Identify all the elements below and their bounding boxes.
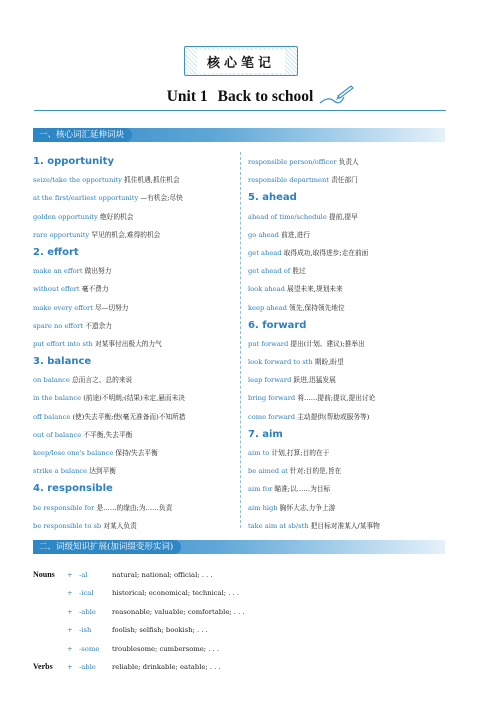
headword: 7. aim	[248, 428, 283, 440]
phrase-zh: 责任部门	[328, 176, 358, 185]
headword: 2. effort	[33, 246, 79, 258]
section-title: 二、词级知识扩展(加词缀变形实词)	[33, 540, 181, 554]
unit-label: Unit 1	[166, 88, 208, 105]
phrase-zh: (使)失去平衡;使(毫无准备而)不知所措	[70, 412, 186, 421]
phrase-zh: 负责人	[336, 158, 359, 166]
phrase-row	[33, 426, 233, 444]
examples: troublesome; cumbersome; . . .	[112, 644, 220, 653]
phrase-zh: 主动提供(帮助或服务等)	[295, 412, 370, 421]
plus-sign: +	[67, 589, 73, 598]
examples: foolish; selfish; bookish; . . .	[112, 626, 208, 635]
headword: 5. ahead	[248, 192, 297, 204]
phrase-en: make an effort	[33, 267, 83, 276]
entry-block	[33, 480, 233, 535]
examples: historical; economical; technical; . . .	[112, 589, 240, 598]
phrase-en: off balance	[33, 412, 71, 421]
phrase-zh: 针对;目的是,旨在	[287, 467, 342, 476]
entry-block	[248, 153, 448, 189]
page-title	[0, 88, 480, 106]
phrase-row	[248, 389, 448, 407]
phrase-en: keep/lose one's balance	[33, 449, 114, 457]
phrase-en: aim for	[248, 485, 273, 494]
entry-block	[33, 353, 233, 480]
suffix: -some	[79, 644, 100, 653]
phrase-zh: (前途)不明朗;(结果)未定,悬而未决	[81, 394, 185, 403]
phrase-row	[33, 517, 233, 535]
pen-icon	[318, 84, 354, 106]
phrase-en: be aimed at	[248, 467, 288, 476]
phrase-row	[248, 517, 448, 535]
phrase-en: keep ahead	[248, 303, 287, 312]
plus-sign: +	[67, 644, 73, 653]
phrase-en: make every effort	[33, 303, 93, 312]
phrase-en: spare no effort	[33, 321, 84, 330]
entry-block	[248, 189, 448, 316]
phrase-en: leap forward	[248, 376, 292, 385]
phrase-zh: 展望未来,规划未来	[284, 285, 343, 294]
extension-row	[33, 658, 453, 676]
phrase-en: get ahead of	[248, 267, 291, 276]
phrase-row	[33, 280, 233, 298]
suffix: -al	[79, 571, 88, 579]
entry-block	[33, 244, 233, 353]
phrase-en: responsible department	[248, 176, 329, 185]
entry-block	[248, 317, 448, 426]
header-banner	[184, 46, 298, 76]
phrase-row	[33, 444, 233, 462]
phrase-row	[248, 171, 448, 189]
phrase-zh: 尽—切努力	[92, 303, 129, 312]
phrase-zh: 胸怀大志,力争上游	[277, 503, 336, 512]
phrase-en: put forward	[248, 339, 289, 348]
word-class-label: Nouns	[33, 570, 55, 579]
phrase-en: golden opportunity	[33, 212, 98, 221]
phrase-zh: 保持/失去平衡	[113, 449, 158, 457]
phrase-zh: —有机会;尽快	[138, 194, 183, 203]
word-extension-list	[33, 566, 453, 676]
phrase-row	[33, 208, 233, 226]
phrase-row	[33, 408, 233, 426]
phrase-row	[248, 153, 448, 171]
section-header-vocab	[33, 128, 445, 142]
plus-sign: +	[67, 626, 73, 635]
phrase-row	[248, 371, 448, 389]
phrase-zh: 绝好的机会	[97, 212, 134, 221]
section-header-extension	[33, 540, 445, 554]
phrase-row	[248, 462, 448, 480]
phrase-en: get ahead	[248, 248, 282, 257]
suffix: -able	[79, 662, 96, 671]
phrase-row	[248, 208, 448, 226]
phrase-row	[248, 408, 448, 426]
suffix: -ical	[79, 589, 94, 598]
phrase-zh: 提前,提早	[326, 212, 358, 221]
phrase-zh: 计划,打算;目的在于	[269, 449, 330, 457]
plus-sign: +	[67, 571, 73, 579]
vocab-right-column	[248, 153, 448, 535]
phrase-row	[248, 353, 448, 371]
phrase-en: ahead of time/schedule	[248, 212, 327, 221]
phrase-zh: 跃进,迅猛发展	[291, 376, 336, 385]
column-divider	[240, 152, 241, 528]
plus-sign: +	[67, 607, 73, 616]
phrase-zh: 是……的缘由;为……负责	[94, 503, 173, 512]
phrase-en: out of balance	[33, 430, 82, 439]
examples: natural; national; official; . . .	[112, 571, 213, 579]
phrase-row	[248, 226, 448, 244]
extension-row	[33, 603, 453, 621]
vocab-left-column	[33, 153, 233, 535]
phrase-en: go ahead	[248, 230, 279, 239]
phrase-zh: 不平衡,失去平衡	[81, 430, 133, 439]
unit-title-text: Back to school	[217, 88, 314, 105]
phrase-en: rare opportunity	[33, 230, 90, 239]
headword: 4. responsible	[33, 483, 113, 495]
suffix: -able	[79, 607, 96, 616]
examples: reliable; drinkable; eatable; . . .	[112, 662, 221, 671]
suffix: -ish	[79, 626, 92, 635]
headword: 3. balance	[33, 356, 92, 368]
phrase-row	[248, 499, 448, 517]
phrase-row	[33, 499, 233, 517]
phrase-en: without effort	[33, 285, 80, 294]
phrase-zh: 抓住机遇,抓住机会	[121, 176, 180, 185]
phrase-en: in the balance	[33, 394, 82, 403]
phrase-zh: 总而言之、总的来说	[69, 376, 133, 385]
phrase-row	[33, 371, 233, 389]
phrase-en: be responsible to sb	[33, 521, 102, 530]
phrase-en: come forward	[248, 412, 296, 421]
phrase-en: look forward to sth	[248, 358, 313, 367]
extension-row	[33, 640, 453, 658]
entry-block	[33, 153, 233, 244]
phrase-zh: 前进,进行	[278, 230, 310, 239]
plus-sign: +	[67, 662, 73, 671]
examples: reasonable; valuable; comfortable; . . .	[112, 607, 245, 616]
phrase-zh: 做出努力	[82, 267, 112, 276]
headword: 6. forward	[248, 319, 307, 331]
phrase-row	[248, 262, 448, 280]
phrase-row	[248, 444, 448, 462]
phrase-zh: 毫不费力	[79, 285, 109, 294]
phrase-zh: 提出(计划、建议);推举出	[288, 339, 365, 348]
phrase-row	[33, 317, 233, 335]
phrase-en: look ahead	[248, 285, 285, 294]
phrase-row	[248, 299, 448, 317]
phrase-zh: 不遗余力	[83, 321, 112, 330]
phrase-zh: 胜过	[290, 267, 306, 276]
word-class-label: Verbs	[33, 661, 53, 671]
phrase-row	[33, 262, 233, 280]
header-banner-text: 核心笔记	[197, 50, 285, 73]
phrase-row	[33, 462, 233, 480]
extension-row	[33, 621, 453, 639]
phrase-zh: 瞄准;以……为目标	[272, 485, 331, 494]
phrase-row	[33, 189, 233, 207]
phrase-en: aim high	[248, 503, 278, 512]
phrase-en: bring forward	[248, 394, 296, 403]
extension-row	[33, 584, 453, 602]
phrase-zh: 期盼,盼望	[312, 358, 344, 367]
phrase-en: seize/take the opportunity	[33, 176, 122, 185]
phrase-zh: 达到平衡	[87, 467, 116, 476]
phrase-zh: 把目标对准某人/某事物	[308, 521, 380, 530]
headword: 1. opportunity	[33, 156, 114, 167]
title-underline	[34, 110, 446, 111]
phrase-row	[33, 389, 233, 407]
phrase-en: at the first/earliest opportunity	[33, 194, 139, 203]
phrase-row	[33, 299, 233, 317]
phrase-zh: 将……提前;提议,提出讨论	[295, 394, 376, 403]
phrase-zh: 罕见的机会,难得的机会	[89, 230, 161, 239]
phrase-row	[248, 280, 448, 298]
phrase-row	[248, 244, 448, 262]
phrase-en: take aim at sb/sth	[248, 521, 309, 530]
phrase-en: be responsible for	[33, 503, 95, 512]
phrase-row	[248, 335, 448, 353]
phrase-en: strike a balance	[33, 467, 88, 476]
phrase-row	[33, 226, 233, 244]
phrase-en: on balance	[33, 376, 70, 385]
phrase-en: responsible person/officer	[248, 158, 337, 166]
phrase-en: aim to	[248, 449, 270, 457]
section-title: 一、核心词汇延伸词块	[33, 128, 132, 142]
phrase-row	[33, 335, 233, 353]
phrase-zh: 对某事付出极大的力气	[92, 339, 162, 348]
entry-block	[248, 426, 448, 535]
phrase-en: put effort into sth	[33, 339, 93, 348]
phrase-zh: 取得成功,取得进步;走在前面	[281, 248, 369, 257]
phrase-row	[33, 171, 233, 189]
phrase-zh: 领先,保持领先地位	[286, 303, 345, 312]
phrase-row	[248, 480, 448, 498]
phrase-zh: 对某人负责	[101, 521, 137, 530]
extension-row	[33, 566, 453, 584]
